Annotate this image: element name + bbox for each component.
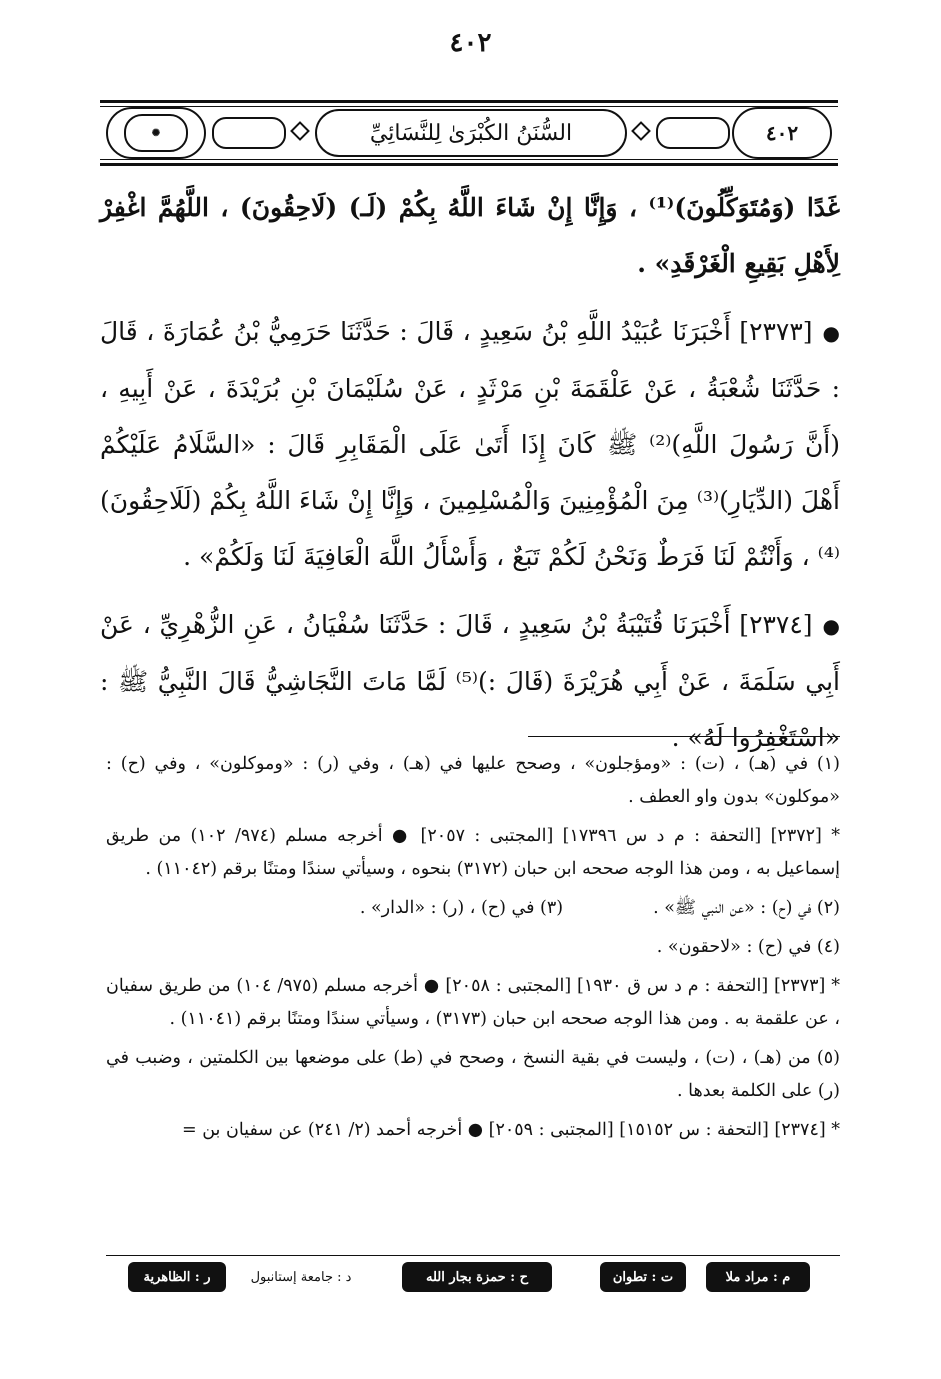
takhrij-2374: * [٢٣٧٤] [التحفة : س ١٥١٥٢] [المجتبى : ٢٠٥٩] ● أخرجه أحمد (٢/ ٢٤١) عن سفيان بن = xyxy=(182,1120,840,1140)
hadith-2374-text: [٢٣٧٤] أَخْبَرَنَا قُتَيْبَةُ بْنُ سَعِيدٍ ، قَالَ : حَدَّثَنَا سُفْيَانُ ، عَنِ الزُّهْرِيِّ ، عَنْ أَبِي سَلَمَةَ ، عَنْ أَبِي هُرَيْرَةَ (قَالَ :)⁽⁵⁾ لَمَّا مَاتَ النَّجَاشِيُّ قَالَ النَّبِيُّ ﷺ : «اسْتَغْفِرُوا لَهُ» . xyxy=(100,610,840,752)
takhrij-2373: * [٢٣٧٣] [التحفة : م د س ق ١٩٣٠] [المجتبى : ٢٠٥٨] ● أخرجه مسلم (٩٧٥/ ١٠٤) من طريق سفيان ، عن علقمة به . ومن هذا الوجه صححه ابن حبان (٣١٧٣) ، وسيأتي سندًا ومتنًا برقم (١١٠٤١) . xyxy=(106,976,840,1029)
footnotes xyxy=(106,748,840,1153)
footnote-row-2-3 xyxy=(106,892,840,931)
footnote-divider xyxy=(528,736,840,737)
footnote-2: (٢) في (ح) : «عن النبي ﷺ» . xyxy=(653,898,840,918)
header-title: السُّنَنُ الكُبْرَىٰ لِلنَّسَائِيِّ xyxy=(315,109,627,157)
legend-tag-m: م : مراد ملا xyxy=(706,1262,810,1292)
bullet-icon: ● xyxy=(822,321,840,345)
page-number: ٤٠٢ xyxy=(449,28,492,58)
legend-tag-r: ر : الظاهرية xyxy=(128,1262,226,1292)
footnote-4: (٤) في (ح) : «لاحقون» . xyxy=(656,937,840,957)
header-knot-ornament xyxy=(212,117,286,149)
hadith-2374 xyxy=(100,597,840,766)
header-emblem-left xyxy=(106,107,206,159)
page-header-banner xyxy=(100,100,838,166)
manuscript-legend xyxy=(0,1262,941,1298)
intro-paragraph: غَدًا (وَمُتَوَكِّلُونَ)⁽¹⁾ ، وَإِنَّا إِنْ شَاءَ اللَّهُ بِكُمْ (لَـ) (لَاحِقُونَ) ، اللَّهُمَّ اغْفِرْ لِأَهْلِ بَقِيعِ الْغَرْقَدِ» . xyxy=(100,193,840,278)
takhrij-2372: * [٢٣٧٢] [التحفة : م د س ١٧٣٩٦] [المجتبى : ٢٠٥٧] ● أخرجه مسلم (٩٧٤/ ١٠٢) من طريق إسماعيل به ، ومن هذا الوجه صححه ابن حبان (٣١٧٢) بنحوه ، وسيأتي سندًا ومتنًا برقم (١١٠٤٢) . xyxy=(106,826,841,879)
main-text xyxy=(100,180,840,778)
legend-text-d: د : جامعة إستانبول xyxy=(250,1269,352,1285)
footnote-5: (٥) من (هـ) ، (ت) ، وليست في بقية النسخ ، وصحح في (ط) على موضعها بين الكلمتين ، وضبب في (ر) على الكلمة بعدها . xyxy=(106,1048,840,1101)
footnote-3: (٣) في (ح) ، (ر) : «الدار» . xyxy=(359,898,564,918)
legend-tag-t: ت : تطوان xyxy=(600,1262,686,1292)
legend-divider xyxy=(106,1255,840,1256)
header-knot-ornament xyxy=(656,117,730,149)
hadith-2373-text: [٢٣٧٣] أَخْبَرَنَا عُبَيْدُ اللَّهِ بْنُ سَعِيدٍ ، قَالَ : حَدَّثَنَا حَرَمِيُّ بْنُ عُمَارَةَ ، قَالَ : حَدَّثَنَا شُعْبَةُ ، عَنْ عَلْقَمَةَ بْنِ مَرْثَدٍ ، عَنْ سُلَيْمَانَ بْنِ بُرَيْدَةَ ، عَنْ أَبِيهِ ، (أَنَّ رَسُولَ اللَّهِ)⁽²⁾ ﷺ كَانَ إِذَا أَتَىٰ عَلَى الْمَقَابِرِ قَالَ : «السَّلَامُ عَلَيْكُمْ أَهْلَ (الدِّيَارِ)⁽³⁾ مِنَ الْمُؤْمِنِينَ وَالْمُسْلِمِينَ ، وَإِنَّا إِنْ شَاءَ اللَّهُ بِكُمْ (لَلَاحِقُونَ)⁽⁴⁾ ، وَأَنْتُمْ لَنَا فَرَطٌ وَنَحْنُ لَكُمْ تَبَعٌ ، وَأَسْأَلُ اللَّهَ الْعَافِيَةَ لَنَا وَلَكُمْ» . xyxy=(100,317,840,571)
ornament-icon: ✺ xyxy=(124,114,188,152)
bullet-icon: ● xyxy=(822,614,840,638)
legend-tag-h: ح : حمزة بجار الله xyxy=(402,1262,552,1292)
footnote-1: (١) في (هـ) ، (ت) : «ومؤجلون» ، وصحح عليها في (هـ) ، وفي (ر) : «وموكلون» ، وفي (ح) : «موكلون» بدون واو العطف . xyxy=(106,754,840,807)
hadith-2373 xyxy=(100,304,840,585)
header-page-medallion: ٤٠٢ xyxy=(732,107,832,159)
